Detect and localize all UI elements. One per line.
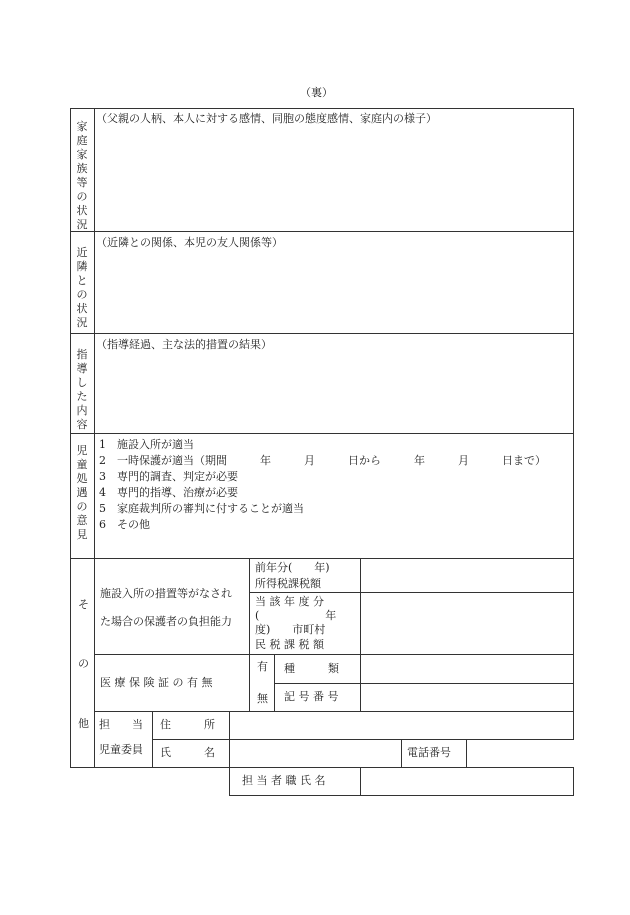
officer-label: 担 当 者 職 氏 名 xyxy=(242,774,326,787)
other-label-mid: の xyxy=(78,657,89,670)
opinion-option: 4 専門的指導、治療が必要 xyxy=(99,486,238,499)
prev-tax-label-line2: 所得税課税額 xyxy=(255,577,321,590)
curr-tax-label-line1: 当 該 年 度 分 xyxy=(255,595,324,608)
opinion-option: 2 一時保護が適当（期間 年 月 日から 年 月 日まで） xyxy=(99,454,546,467)
opinion-option: 1 施設入所が適当 xyxy=(99,438,194,451)
other-label-top: そ xyxy=(78,598,89,611)
other-label-bottom: 他 xyxy=(78,717,89,730)
curr-tax-label-line4: 民 税 課 税 額 xyxy=(255,638,324,651)
page-title: （裏） xyxy=(300,86,333,99)
guidance-label: 指導した内容 xyxy=(76,348,88,431)
address-label: 住 所 xyxy=(160,718,215,731)
curr-tax-label-line3: 度) 市町村 xyxy=(255,623,326,636)
neighbors-label: 近隣との状況 xyxy=(76,246,88,329)
opinion-option: 5 家庭裁判所の審判に付することが適当 xyxy=(99,502,304,515)
prev-tax-label-line1: 前年分( 年) xyxy=(255,561,330,574)
guidance-note: （指導経過、主な法的措置の結果） xyxy=(96,338,272,351)
opinion-option: 3 専門的調査、判定が必要 xyxy=(99,470,238,483)
name-label: 氏 名 xyxy=(160,746,215,759)
opinion-option: 6 その他 xyxy=(99,518,150,531)
insurance-kind-label: 種 類 xyxy=(284,662,339,675)
insurance-label: 医 療 保 険 証 の 有 無 xyxy=(100,676,213,689)
neighbors-note: （近隣との関係、本児の友人関係等） xyxy=(96,236,283,249)
family-note: （父親の人柄、本人に対する感情、同胞の態度感情、家庭内の様子） xyxy=(96,112,437,125)
family-label: 家庭家族等の状況 xyxy=(76,120,88,231)
insurance-no: 無 xyxy=(257,692,268,705)
phone-label: 電話番号 xyxy=(407,746,451,759)
burden-label-line2: た場合の保護者の負担能力 xyxy=(100,615,232,628)
curr-tax-label-line2: ( 年 xyxy=(255,609,337,622)
burden-label-line1: 施設入所の措置等がなされ xyxy=(100,587,232,600)
insurance-yes: 有 xyxy=(257,660,268,673)
commissioner-label-line2: 児童委員 xyxy=(99,743,143,756)
commissioner-label-line1: 担 当 xyxy=(99,718,143,731)
opinion-label: 児童処遇の意見 xyxy=(76,444,88,541)
insurance-number-label: 記 号 番 号 xyxy=(284,690,339,703)
